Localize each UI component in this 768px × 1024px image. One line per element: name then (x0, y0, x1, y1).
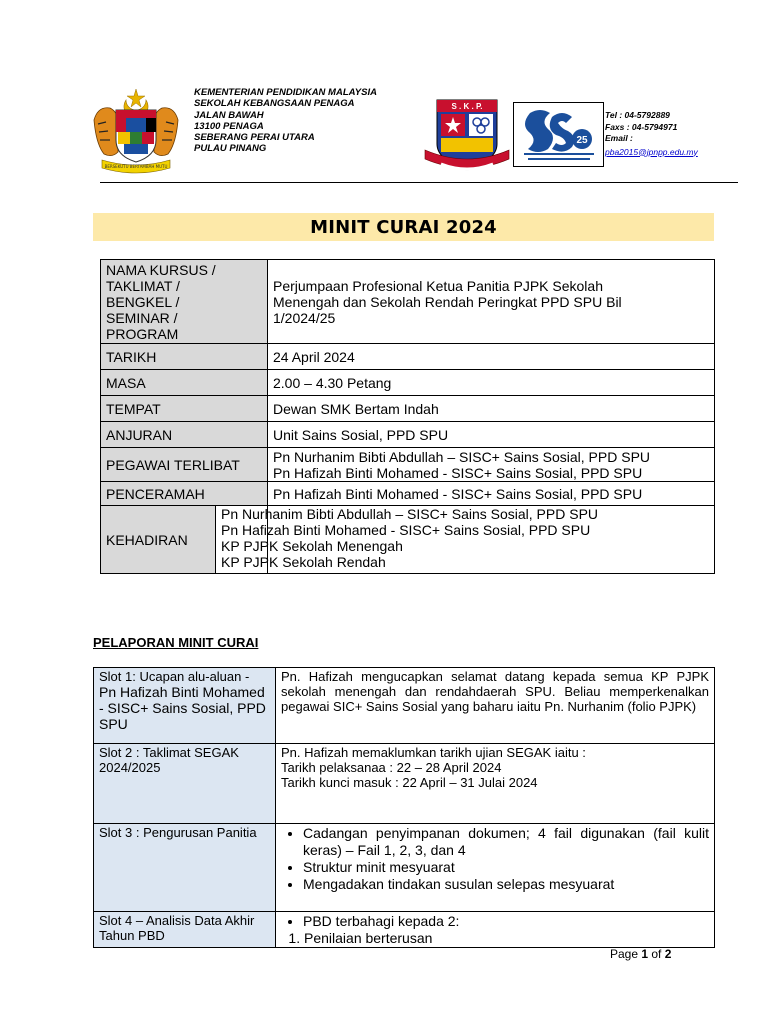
pegawai-value: Pn Nurhanim Bibti Abdullah – SISC+ Sains Sosial, PPD SPU Pn Hafizah Binti Mohamed - SISC+ Sains Sosial, PPD SPU (268, 448, 715, 482)
penceramah-value: Pn Hafizah Binti Mohamed - SISC+ Sains Sosial, PPD SPU (268, 482, 715, 506)
table-row (101, 482, 715, 506)
table-row (101, 260, 715, 344)
slot-3-list (281, 825, 709, 893)
tarikh-value: 24 April 2024 (268, 344, 715, 370)
kehadiran-value: Pn Nurhanim Bibti Abdullah – SISC+ Sains Sosial, PPD SPU Pn Hafizah Binti Mohamed - SISC+ Sains Sosial, PPD SPU KP PJPK Sekolah Menengah KP PJPK Sekolah Rendah (215, 506, 714, 573)
masa-value: 2.00 – 4.30 Petang (268, 370, 715, 396)
email-label: Email : (605, 133, 633, 143)
address-line: KEMENTERIAN PENDIDIKAN MALAYSIA (194, 87, 377, 98)
crest-text: S . K . P. (451, 102, 483, 111)
ppd-spu-logo (513, 102, 604, 167)
table-row (94, 824, 715, 912)
list-item: • Struktur minit mesyuarat (303, 859, 709, 876)
slot-2-label: Slot 2 : Taklimat SEGAK 2024/2025 (94, 744, 276, 824)
list-item: • Cadangan penyimpanan dokumen; 4 fail digunakan (fail kulit keras) – Fail 1, 2, 3, dan 4 (303, 825, 709, 859)
kehadiran-label: KEHADIRAN (101, 506, 268, 574)
slot-2-content: Pn. Hafizah memaklumkan tarikh ujian SEGAK iaitu : Tarikh pelaksanaa : 22 – 28 April 2024 Tarikh kunci masuk : 22 April – 31 Julai 2024 (276, 744, 715, 824)
svg-text:BERSEKUTU BERTAMBAH MUTU: BERSEKUTU BERTAMBAH MUTU (104, 164, 168, 169)
school-address (194, 87, 377, 155)
document-title: MINIT CURAI 2024 (310, 217, 497, 238)
slot-4-content (276, 912, 715, 948)
address-line: JALAN BAWAH (194, 109, 264, 121)
slot-1-label: Slot 1: Ucapan alu-aluan - Pn Hafizah Binti Mohamed - SISC+ Sains Sosial, PPD SPU (94, 668, 276, 744)
slot-4-list (281, 913, 709, 930)
kehadiran-cell (221, 506, 715, 574)
logo-number: 25 (576, 135, 588, 146)
section-title: PELAPORAN MINIT CURAI (93, 635, 259, 650)
address-line: SEKOLAH KEBANGSAAN PENAGA (194, 98, 355, 110)
school-crest-logo (423, 98, 511, 178)
penceramah-label: PENCERAMAH (101, 482, 268, 506)
contact-info (605, 110, 698, 158)
slot-3-label: Slot 3 : Pengurusan Panitia (94, 824, 276, 912)
table-row (94, 912, 715, 948)
anjuran-value: Unit Sains Sosial, PPD SPU (268, 422, 715, 448)
program-value: Perjumpaan Profesional Ketua Panitia PJPK Sekolah Menengah dan Sekolah Rendah Peringkat PPD SPU Bil 1/2024/25 (268, 260, 715, 344)
list-item: 1. Penilaian berterusan (304, 930, 709, 946)
tempat-value: Dewan SMK Bertam Indah (268, 396, 715, 422)
table-row (94, 668, 715, 744)
slot-4-label: Slot 4 – Analisis Data Akhir Tahun PBD (94, 912, 276, 948)
header-divider (100, 182, 738, 183)
course-info-table (100, 259, 715, 574)
table-row (101, 344, 715, 370)
table-row (101, 506, 715, 574)
table-row (101, 370, 715, 396)
pegawai-label: PEGAWAI TERLIBAT (101, 448, 268, 482)
tarikh-label: TARIKH (101, 344, 268, 370)
page-number: Page 1 of 2 (610, 947, 672, 961)
slot-4-sublist (281, 930, 709, 946)
table-row (101, 422, 715, 448)
malaysia-coat-of-arms-logo (88, 88, 184, 174)
phone-number: Tel : 04-5792889 (605, 110, 670, 120)
list-item: • Mengadakan tindakan susulan selepas mesyuarat (303, 876, 709, 893)
address-line: 13100 PENAGA (194, 120, 264, 132)
minutes-table (93, 667, 715, 948)
table-row (101, 448, 715, 482)
table-row (94, 744, 715, 824)
table-row (101, 396, 715, 422)
slot-3-content (276, 824, 715, 912)
tempat-label: TEMPAT (101, 396, 268, 422)
title-band (93, 213, 714, 241)
masa-label: MASA (101, 370, 268, 396)
program-label: NAMA KURSUS / TAKLIMAT / BENGKEL / SEMINAR / PROGRAM (101, 260, 268, 344)
fax-number: Faxs : 04-5794971 (605, 121, 678, 132)
anjuran-label: ANJURAN (101, 422, 268, 448)
address-line: SEBERANG PERAI UTARA (194, 132, 315, 144)
slot-1-content: Pn. Hafizah mengucapkan selamat datang kepada semua KP PJPK sekolah menengah dan rendahdaerah SPU. Beliau memperkenalkan pegawai SIC+ Sains Sosial yang baharu iaitu Pn. Nurhanim (folio PJPK) (276, 668, 715, 744)
email-link[interactable]: pba2015@jpnpp.edu.my (605, 146, 698, 157)
list-item: • PBD terbahagi kepada 2: (303, 913, 709, 930)
address-line: PULAU PINANG (194, 143, 267, 155)
